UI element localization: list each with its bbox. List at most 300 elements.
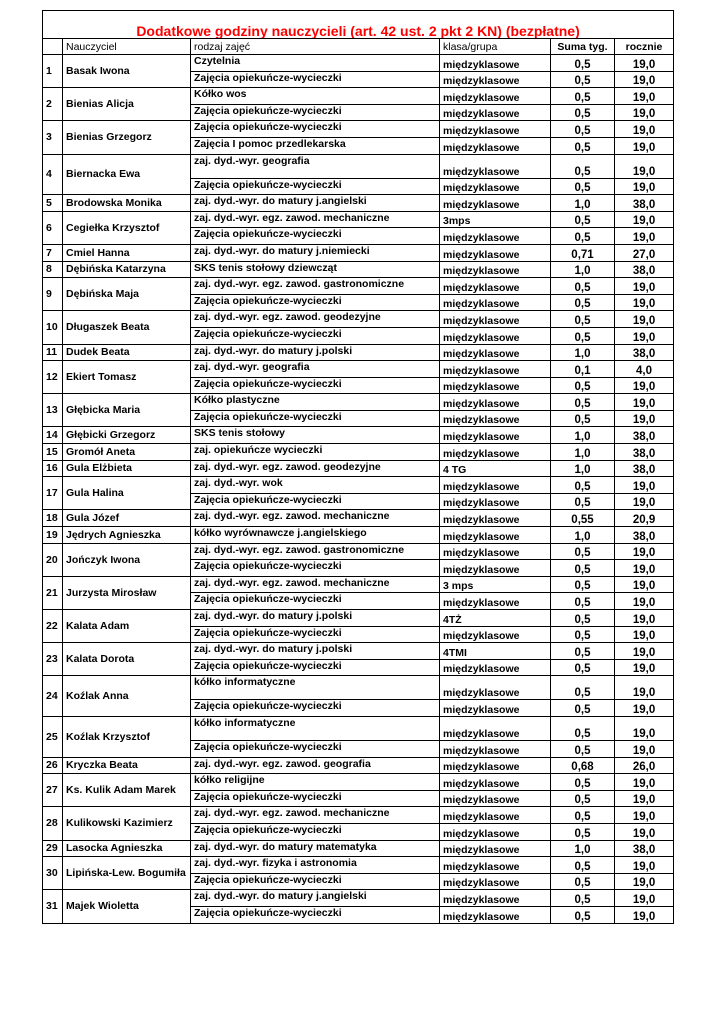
teacher-name: Kulikowski Kazimierz [63, 807, 191, 840]
row-number: 9 [43, 278, 63, 311]
table-body [43, 11, 674, 924]
row-number: 4 [43, 154, 63, 195]
teacher-name: Koźlak Anna [63, 676, 191, 717]
yearly-hours-cell: 19,0 [615, 327, 674, 344]
yearly-hours-cell: 19,0 [615, 790, 674, 807]
weekly-hours-cell: 0,5 [551, 55, 615, 72]
teacher-name: Dudek Beata [63, 344, 191, 361]
yearly-hours-cell: 19,0 [615, 104, 674, 121]
class-cell: międzyklasowe [440, 311, 551, 328]
weekly-hours-cell: 0,5 [551, 477, 615, 494]
yearly-hours-cell: 19,0 [615, 137, 674, 154]
table-row [43, 88, 674, 105]
class-cell: międzyklasowe [440, 906, 551, 923]
yearly-hours-cell: 26,0 [615, 757, 674, 774]
class-cell: międzyklasowe [440, 154, 551, 178]
activity-cell: SKS tenis stołowy [191, 427, 440, 444]
weekly-hours-cell: 0,55 [551, 510, 615, 527]
yearly-hours-cell: 4,0 [615, 361, 674, 378]
row-number: 31 [43, 890, 63, 923]
yearly-hours-cell: 19,0 [615, 576, 674, 593]
activity-cell: Zajęcia opiekuńcze-wycieczki [191, 906, 440, 923]
class-cell: międzyklasowe [440, 493, 551, 510]
row-number: 3 [43, 121, 63, 154]
class-cell: 4TŻ [440, 610, 551, 627]
yearly-hours-cell: 19,0 [615, 377, 674, 394]
class-cell: międzyklasowe [440, 410, 551, 427]
activity-cell: Zajęcia opiekuńcze-wycieczki [191, 593, 440, 610]
class-cell: międzyklasowe [440, 195, 551, 212]
class-cell: międzyklasowe [440, 228, 551, 245]
weekly-hours-cell: 0,5 [551, 676, 615, 700]
row-number: 6 [43, 211, 63, 244]
activity-cell: Zajęcia opiekuńcze-wycieczki [191, 294, 440, 311]
yearly-hours-cell: 19,0 [615, 716, 674, 740]
class-cell: międzyklasowe [440, 774, 551, 791]
weekly-hours-cell: 0,5 [551, 774, 615, 791]
activity-cell: zaj. dyd.-wyr. egz. zawod. gastronomiczne [191, 543, 440, 560]
weekly-hours-cell: 0,5 [551, 211, 615, 228]
class-cell: międzyklasowe [440, 104, 551, 121]
yearly-hours-cell: 19,0 [615, 807, 674, 824]
activity-cell: Czytelnia [191, 55, 440, 72]
class-cell: międzyklasowe [440, 527, 551, 544]
activity-cell: Zajęcia opiekuńcze-wycieczki [191, 377, 440, 394]
yearly-hours-cell: 19,0 [615, 740, 674, 757]
yearly-hours-cell: 38,0 [615, 344, 674, 361]
hours-table [42, 10, 674, 924]
yearly-hours-cell: 19,0 [615, 121, 674, 138]
class-cell: międzyklasowe [440, 477, 551, 494]
activity-cell: Zajęcia opiekuńcze-wycieczki [191, 700, 440, 717]
teacher-name: Brodowska Monika [63, 195, 191, 212]
weekly-hours-cell: 0,1 [551, 361, 615, 378]
weekly-hours-cell: 0,5 [551, 740, 615, 757]
teacher-name: Ks. Kulik Adam Marek [63, 774, 191, 807]
teacher-name: Biernacka Ewa [63, 154, 191, 195]
yearly-hours-cell: 19,0 [615, 543, 674, 560]
activity-cell: zaj. dyd.-wyr. wok [191, 477, 440, 494]
teacher-name: Kalata Adam [63, 610, 191, 643]
weekly-hours-cell: 0,5 [551, 294, 615, 311]
yearly-hours-cell: 19,0 [615, 560, 674, 577]
table-row [43, 890, 674, 907]
yearly-hours-cell: 27,0 [615, 244, 674, 261]
teacher-name: Bienias Alicja [63, 88, 191, 121]
class-cell: międzyklasowe [440, 740, 551, 757]
activity-cell: zaj. dyd.-wyr. do matury matematyka [191, 840, 440, 857]
table-row [43, 121, 674, 138]
teacher-name: Dębińska Maja [63, 278, 191, 311]
weekly-hours-cell: 0,5 [551, 178, 615, 195]
row-number: 17 [43, 477, 63, 510]
yearly-hours-cell: 19,0 [615, 906, 674, 923]
activity-cell: Zajęcia opiekuńcze-wycieczki [191, 121, 440, 138]
activity-cell: zaj. dyd.-wyr. geografia [191, 154, 440, 178]
yearly-hours-cell: 19,0 [615, 178, 674, 195]
header-number [43, 39, 63, 55]
activity-cell: zaj. dyd.-wyr. egz. zawod. mechaniczne [191, 510, 440, 527]
teacher-name: Kalata Dorota [63, 643, 191, 676]
activity-cell: Zajęcia opiekuńcze-wycieczki [191, 873, 440, 890]
header-row [43, 39, 674, 55]
yearly-hours-cell: 20,9 [615, 510, 674, 527]
activity-cell: zaj. dyd.-wyr. do matury j.polski [191, 643, 440, 660]
weekly-hours-cell: 0,5 [551, 560, 615, 577]
row-number: 11 [43, 344, 63, 361]
table-row [43, 344, 674, 361]
activity-cell: Zajęcia opiekuńcze-wycieczki [191, 228, 440, 245]
yearly-hours-cell: 19,0 [615, 410, 674, 427]
class-cell: międzyklasowe [440, 700, 551, 717]
yearly-hours-cell: 19,0 [615, 626, 674, 643]
class-cell: międzyklasowe [440, 377, 551, 394]
class-cell: międzyklasowe [440, 560, 551, 577]
teacher-name: Jędrych Agnieszka [63, 527, 191, 544]
weekly-hours-cell: 0,5 [551, 71, 615, 88]
class-cell: międzyklasowe [440, 593, 551, 610]
weekly-hours-cell: 1,0 [551, 344, 615, 361]
table-row [43, 757, 674, 774]
yearly-hours-cell: 19,0 [615, 71, 674, 88]
table-row [43, 543, 674, 560]
row-number: 28 [43, 807, 63, 840]
activity-cell: Zajęcia opiekuńcze-wycieczki [191, 560, 440, 577]
class-cell: międzyklasowe [440, 807, 551, 824]
row-number: 19 [43, 527, 63, 544]
teacher-name: Ekiert Tomasz [63, 361, 191, 394]
weekly-hours-cell: 0,5 [551, 154, 615, 178]
activity-cell: Zajęcia opiekuńcze-wycieczki [191, 740, 440, 757]
teacher-name: Jończyk Iwona [63, 543, 191, 576]
class-cell: międzyklasowe [440, 88, 551, 105]
row-number: 18 [43, 510, 63, 527]
activity-cell: zaj. opiekuńcze wycieczki [191, 444, 440, 461]
teacher-name: Lasocka Agnieszka [63, 840, 191, 857]
weekly-hours-cell: 0,5 [551, 890, 615, 907]
title-row [43, 11, 674, 39]
row-number: 21 [43, 576, 63, 609]
table-row [43, 807, 674, 824]
row-number: 24 [43, 676, 63, 717]
teacher-name: Dębińska Katarzyna [63, 261, 191, 278]
weekly-hours-cell: 0,5 [551, 857, 615, 874]
header-activity: rodzaj zajęć [191, 39, 440, 55]
weekly-hours-cell: 0,5 [551, 278, 615, 295]
table-row [43, 55, 674, 72]
activity-cell: Zajęcia opiekuńcze-wycieczki [191, 823, 440, 840]
class-cell: międzyklasowe [440, 890, 551, 907]
class-cell: międzyklasowe [440, 71, 551, 88]
table-row [43, 676, 674, 700]
table-row [43, 195, 674, 212]
table-row [43, 610, 674, 627]
teacher-name: Koźlak Krzysztof [63, 716, 191, 757]
yearly-hours-cell: 19,0 [615, 676, 674, 700]
activity-cell: kółko informatyczne [191, 716, 440, 740]
weekly-hours-cell: 0,5 [551, 311, 615, 328]
table-row [43, 576, 674, 593]
class-cell: międzyklasowe [440, 244, 551, 261]
row-number: 23 [43, 643, 63, 676]
table-row [43, 857, 674, 874]
weekly-hours-cell: 0,5 [551, 88, 615, 105]
teacher-name: Gula Józef [63, 510, 191, 527]
class-cell: międzyklasowe [440, 757, 551, 774]
weekly-hours-cell: 1,0 [551, 427, 615, 444]
row-number: 2 [43, 88, 63, 121]
yearly-hours-cell: 38,0 [615, 261, 674, 278]
yearly-hours-cell: 19,0 [615, 278, 674, 295]
weekly-hours-cell: 0,5 [551, 410, 615, 427]
yearly-hours-cell: 19,0 [615, 55, 674, 72]
activity-cell: Zajęcia opiekuńcze-wycieczki [191, 626, 440, 643]
teacher-name: Lipińska-Lew. Bogumiła [63, 857, 191, 890]
yearly-hours-cell: 19,0 [615, 643, 674, 660]
yearly-hours-cell: 19,0 [615, 857, 674, 874]
yearly-hours-cell: 19,0 [615, 823, 674, 840]
activity-cell: zaj. dyd.-wyr. do matury j.angielski [191, 890, 440, 907]
activity-cell: Zajęcia opiekuńcze-wycieczki [191, 493, 440, 510]
yearly-hours-cell: 19,0 [615, 774, 674, 791]
teacher-name: Gula Elżbieta [63, 460, 191, 477]
class-cell: międzyklasowe [440, 55, 551, 72]
yearly-hours-cell: 19,0 [615, 700, 674, 717]
yearly-hours-cell: 19,0 [615, 890, 674, 907]
weekly-hours-cell: 0,5 [551, 104, 615, 121]
activity-cell: zaj. dyd.-wyr. geografia [191, 361, 440, 378]
activity-cell: zaj. dyd.-wyr. do matury j.niemiecki [191, 244, 440, 261]
row-number: 27 [43, 774, 63, 807]
yearly-hours-cell: 38,0 [615, 444, 674, 461]
table-row [43, 361, 674, 378]
class-cell: 4 TG [440, 460, 551, 477]
row-number: 15 [43, 444, 63, 461]
weekly-hours-cell: 0,5 [551, 790, 615, 807]
teacher-name: Majek Wioletta [63, 890, 191, 923]
yearly-hours-cell: 19,0 [615, 228, 674, 245]
weekly-hours-cell: 1,0 [551, 840, 615, 857]
yearly-hours-cell: 19,0 [615, 88, 674, 105]
teacher-name: Długaszek Beata [63, 311, 191, 344]
row-number: 7 [43, 244, 63, 261]
activity-cell: zaj. dyd.-wyr. egz. zawod. mechaniczne [191, 807, 440, 824]
activity-cell: Zajęcia opiekuńcze-wycieczki [191, 790, 440, 807]
class-cell: 3mps [440, 211, 551, 228]
activity-cell: zaj. dyd.-wyr. do matury j.polski [191, 344, 440, 361]
yearly-hours-cell: 19,0 [615, 610, 674, 627]
row-number: 29 [43, 840, 63, 857]
weekly-hours-cell: 0,5 [551, 576, 615, 593]
class-cell: międzyklasowe [440, 261, 551, 278]
class-cell: międzyklasowe [440, 823, 551, 840]
activity-cell: Zajęcia I pomoc przedlekarska [191, 137, 440, 154]
teacher-name: Basak Iwona [63, 55, 191, 88]
weekly-hours-cell: 0,5 [551, 493, 615, 510]
activity-cell: Zajęcia opiekuńcze-wycieczki [191, 71, 440, 88]
row-number: 30 [43, 857, 63, 890]
teacher-name: Kryczka Beata [63, 757, 191, 774]
weekly-hours-cell: 0,5 [551, 543, 615, 560]
teacher-name: Cmiel Hanna [63, 244, 191, 261]
weekly-hours-cell: 0,5 [551, 593, 615, 610]
table-row [43, 278, 674, 295]
table-row [43, 840, 674, 857]
activity-cell: Zajęcia opiekuńcze-wycieczki [191, 327, 440, 344]
row-number: 10 [43, 311, 63, 344]
table-row [43, 477, 674, 494]
yearly-hours-cell: 19,0 [615, 593, 674, 610]
yearly-hours-cell: 19,0 [615, 659, 674, 676]
class-cell: międzyklasowe [440, 121, 551, 138]
row-number: 8 [43, 261, 63, 278]
class-cell: międzyklasowe [440, 626, 551, 643]
yearly-hours-cell: 38,0 [615, 427, 674, 444]
table-row [43, 510, 674, 527]
table-row [43, 427, 674, 444]
yearly-hours-cell: 19,0 [615, 493, 674, 510]
header-class: klasa/grupa [440, 39, 551, 55]
class-cell: międzyklasowe [440, 178, 551, 195]
yearly-hours-cell: 19,0 [615, 211, 674, 228]
weekly-hours-cell: 0,5 [551, 807, 615, 824]
row-number: 12 [43, 361, 63, 394]
class-cell: 3 mps [440, 576, 551, 593]
activity-cell: zaj. dyd.-wyr. egz. zawod. geografia [191, 757, 440, 774]
yearly-hours-cell: 19,0 [615, 394, 674, 411]
weekly-hours-cell: 0,5 [551, 137, 615, 154]
class-cell: międzyklasowe [440, 327, 551, 344]
weekly-hours-cell: 1,0 [551, 460, 615, 477]
table-row [43, 394, 674, 411]
weekly-hours-cell: 1,0 [551, 527, 615, 544]
weekly-hours-cell: 0,5 [551, 716, 615, 740]
class-cell: międzyklasowe [440, 790, 551, 807]
row-number: 14 [43, 427, 63, 444]
table-row [43, 154, 674, 178]
class-cell: międzyklasowe [440, 427, 551, 444]
header-yearly: rocznie [615, 39, 674, 55]
teacher-name: Jurzysta Mirosław [63, 576, 191, 609]
weekly-hours-cell: 0,5 [551, 626, 615, 643]
teacher-name: Cegiełka Krzysztof [63, 211, 191, 244]
teacher-name: Gula Halina [63, 477, 191, 510]
weekly-hours-cell: 1,0 [551, 444, 615, 461]
class-cell: międzyklasowe [440, 510, 551, 527]
yearly-hours-cell: 38,0 [615, 460, 674, 477]
table-row [43, 311, 674, 328]
activity-cell: Zajęcia opiekuńcze-wycieczki [191, 104, 440, 121]
yearly-hours-cell: 19,0 [615, 477, 674, 494]
yearly-hours-cell: 38,0 [615, 527, 674, 544]
row-number: 13 [43, 394, 63, 427]
class-cell: międzyklasowe [440, 659, 551, 676]
activity-cell: zaj. dyd.-wyr. fizyka i astronomia [191, 857, 440, 874]
class-cell: międzyklasowe [440, 394, 551, 411]
class-cell: międzyklasowe [440, 278, 551, 295]
row-number: 16 [43, 460, 63, 477]
header-teacher: Nauczyciel [63, 39, 191, 55]
class-cell: międzyklasowe [440, 361, 551, 378]
activity-cell: Zajęcia opiekuńcze-wycieczki [191, 178, 440, 195]
row-number: 26 [43, 757, 63, 774]
weekly-hours-cell: 0,5 [551, 121, 615, 138]
activity-cell: SKS tenis stołowy dziewcząt [191, 261, 440, 278]
class-cell: międzyklasowe [440, 543, 551, 560]
table-row [43, 261, 674, 278]
activity-cell: kółko informatyczne [191, 676, 440, 700]
yearly-hours-cell: 19,0 [615, 873, 674, 890]
activity-cell: Kółko plastyczne [191, 394, 440, 411]
teacher-name: Głębicka Maria [63, 394, 191, 427]
weekly-hours-cell: 1,0 [551, 261, 615, 278]
activity-cell: zaj. dyd.-wyr. egz. zawod. geodezyjne [191, 311, 440, 328]
activity-cell: zaj. dyd.-wyr. egz. zawod. mechaniczne [191, 211, 440, 228]
activity-cell: Kółko wos [191, 88, 440, 105]
table-row [43, 444, 674, 461]
yearly-hours-cell: 38,0 [615, 840, 674, 857]
weekly-hours-cell: 0,71 [551, 244, 615, 261]
weekly-hours-cell: 0,5 [551, 228, 615, 245]
class-cell: międzyklasowe [440, 676, 551, 700]
row-number: 25 [43, 716, 63, 757]
page-title: Dodatkowe godziny nauczycieli (art. 42 ust. 2 pkt 2 KN) (bezpłatne) [43, 11, 674, 39]
weekly-hours-cell: 0,5 [551, 327, 615, 344]
activity-cell: Zajęcia opiekuńcze-wycieczki [191, 659, 440, 676]
weekly-hours-cell: 0,5 [551, 377, 615, 394]
table-row [43, 774, 674, 791]
table-row [43, 211, 674, 228]
activity-cell: kółko religijne [191, 774, 440, 791]
row-number: 20 [43, 543, 63, 576]
activity-cell: kółko wyrównawcze j.angielskiego [191, 527, 440, 544]
table-row [43, 244, 674, 261]
header-weekly: Suma tyg. [551, 39, 615, 55]
row-number: 1 [43, 55, 63, 88]
yearly-hours-cell: 38,0 [615, 195, 674, 212]
class-cell: międzyklasowe [440, 716, 551, 740]
activity-cell: zaj. dyd.-wyr. egz. zawod. gastronomiczne [191, 278, 440, 295]
yearly-hours-cell: 19,0 [615, 311, 674, 328]
teacher-name: Gromół Aneta [63, 444, 191, 461]
weekly-hours-cell: 0,68 [551, 757, 615, 774]
class-cell: międzyklasowe [440, 840, 551, 857]
table-row [43, 716, 674, 740]
activity-cell: Zajęcia opiekuńcze-wycieczki [191, 410, 440, 427]
weekly-hours-cell: 0,5 [551, 700, 615, 717]
yearly-hours-cell: 19,0 [615, 154, 674, 178]
teacher-name: Głębicki Grzegorz [63, 427, 191, 444]
activity-cell: zaj. dyd.-wyr. do matury j.polski [191, 610, 440, 627]
activity-cell: zaj. dyd.-wyr. egz. zawod. mechaniczne [191, 576, 440, 593]
row-number: 5 [43, 195, 63, 212]
activity-cell: zaj. dyd.-wyr. do matury j.angielski [191, 195, 440, 212]
class-cell: międzyklasowe [440, 857, 551, 874]
weekly-hours-cell: 0,5 [551, 610, 615, 627]
class-cell: międzyklasowe [440, 294, 551, 311]
class-cell: międzyklasowe [440, 444, 551, 461]
class-cell: międzyklasowe [440, 137, 551, 154]
yearly-hours-cell: 19,0 [615, 294, 674, 311]
class-cell: międzyklasowe [440, 873, 551, 890]
class-cell: 4TMI [440, 643, 551, 660]
table-row [43, 643, 674, 660]
weekly-hours-cell: 0,5 [551, 394, 615, 411]
weekly-hours-cell: 0,5 [551, 906, 615, 923]
class-cell: międzyklasowe [440, 344, 551, 361]
weekly-hours-cell: 1,0 [551, 195, 615, 212]
table-row [43, 460, 674, 477]
